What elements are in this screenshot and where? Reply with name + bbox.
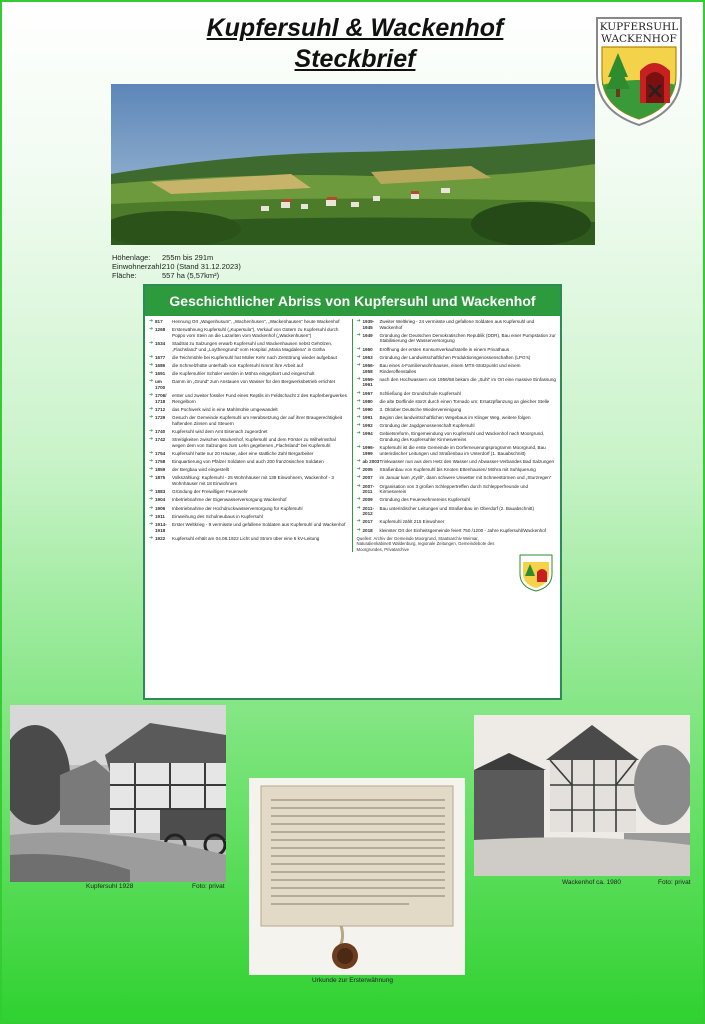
timeline-year: 1706/ 1718 — [155, 393, 167, 404]
timeline-text: Gründung des Feuerwehrvereins Kupfersuhl — [379, 497, 470, 503]
timeline-year: 1859 — [155, 467, 166, 473]
timeline-text: nach den Hochwassern von 1956/58 bekam die „Suhl“ im Ort eine massive Einfassung — [379, 376, 556, 382]
timeline-year: 2018 — [362, 527, 373, 533]
timeline-year: 2007 — [362, 475, 373, 481]
timeline-year: 1712 — [155, 406, 166, 412]
arrow-icon: ➜ — [356, 526, 361, 533]
fact-label: Höhenlage: — [112, 253, 151, 262]
wackenhof-caption: Wackenhof ca. 1980 — [562, 879, 622, 886]
arrow-icon: ➜ — [356, 422, 361, 429]
timeline-text: Stadtrat zu Salzungen erwarb Kupfersuhl und Wackenhausen nebst Gehölzen, „Flachsland“ und „Loythengrund“ vom Hospital „Maria Magdalena“ in Gotha — [172, 340, 333, 352]
timeline-text: Beginn des landwirtschaftlichen Wegebaus im Klinger Weg, weitere folgen — [379, 415, 531, 421]
timeline-year: um 1700 — [155, 379, 166, 390]
timeline-text: die alte Dorflinde stürzt durch einen Tornado um; Ersatzpflanzung an gleicher Stelle — [379, 398, 550, 404]
timeline-year: 1758 — [155, 459, 166, 464]
fact-value: 255m bis 291m — [162, 253, 214, 262]
timeline-year: 817 — [155, 319, 163, 324]
timeline-text: Einquartierung von Pfälzer Soldaten und auch 200 französischen Soldaten — [172, 459, 324, 464]
timeline-text: Erster Weltkrieg - 9 vermisste und gefallene Soldaten aus Kupfersuhl und Wackenhof — [172, 521, 346, 527]
timeline-text: Zweiter Weltkrieg - 24 vermisste und gefallene Soldaten aus Kupfersuhl und Wackenhof — [379, 319, 535, 330]
timeline-year: 1742 — [155, 437, 166, 443]
timeline-year: 2009 — [362, 497, 373, 503]
timeline-text: Bau eines 4-Familienwohnhauses, einem MTS-Stützpunkt und einem Rinderoffenstalles — [379, 362, 521, 374]
urkunde-photo — [249, 778, 465, 975]
timeline-text: kleinster Ort der Einheitsgemeinde feiert 750 /1200 - Jahre Kupfersuhl/Wackenhof — [379, 527, 547, 533]
timeline-entry — [149, 341, 349, 352]
timeline-entry — [149, 536, 349, 542]
timeline-text: die Teichmühle bei Kupfersuhl hat Müller Kehr nach Zerstörung wieder aufgebaut — [172, 354, 337, 360]
timeline-text: Straßenbau von Kupfersuhl bis Knoten Ettenhausen/ Möhra mit Suhlquerung — [379, 467, 536, 473]
timeline-entry — [149, 429, 349, 435]
kupfersuhl-credit: Foto: privat — [192, 883, 225, 890]
timeline-text: der Bergbau wird eingestellt — [172, 467, 229, 473]
timeline-entry — [149, 514, 349, 520]
timeline-text: Einweihung des Schulneubaus in Kupfersuhl — [172, 513, 263, 519]
timeline-year: 1950 — [362, 346, 373, 352]
timeline-text: Bau unterirdischer Leitungen und Straßenbau im Oberdorf (2. Bauabschnitt) — [379, 505, 534, 511]
timeline-year: 1956- 1958 — [362, 362, 375, 374]
crest-line1: KUPFERSUHL — [599, 21, 679, 33]
timeline-text: Ersterwähnung Kupfersuhl („Kupersula“), Verkauf von Gütern zu Kupfersuhl durch Poppo vom Stein an die Lazariten vom Wackenhof („Wackenhusen“) — [172, 327, 339, 338]
timeline-year: 1939- 1945 — [362, 319, 375, 330]
arrow-icon: ➜ — [356, 458, 361, 464]
arrow-icon: ➜ — [149, 449, 154, 456]
timeline-entry — [357, 347, 557, 353]
arrow-icon: ➜ — [356, 482, 361, 489]
history-column-left — [149, 319, 353, 552]
arrow-icon: ➜ — [149, 427, 154, 434]
timeline-entry — [357, 497, 557, 503]
arrow-icon: ➜ — [149, 534, 154, 541]
arrow-icon: ➜ — [149, 520, 154, 527]
timeline-text: erster und zweiter fossiler Fund eines Reptils im Feldschacht 2 des Kupferbergwerkes Rengelborn — [172, 393, 347, 404]
timeline-year: 1996- 1999 — [362, 445, 375, 456]
timeline-entry — [357, 407, 557, 413]
arrow-icon: ➜ — [356, 345, 361, 352]
arrow-icon: ➜ — [149, 512, 154, 519]
wackenhof-credit: Foto: privat — [658, 879, 691, 886]
arrow-icon: ➜ — [149, 436, 154, 443]
wackenhof-1980-photo — [474, 715, 690, 876]
timeline-year: 1911 — [155, 513, 165, 519]
arrow-icon: ➜ — [356, 496, 361, 503]
timeline-year: 1959- 1961 — [362, 376, 375, 388]
arrow-icon: ➜ — [356, 405, 361, 412]
arrow-icon: ➜ — [356, 353, 361, 360]
timeline-entry — [357, 423, 557, 429]
timeline-entry — [149, 437, 349, 448]
arrow-icon: ➜ — [356, 474, 361, 481]
arrow-icon: ➜ — [356, 397, 361, 404]
timeline-entry — [357, 459, 557, 465]
fact-row — [112, 271, 241, 280]
timeline-entry — [357, 319, 557, 330]
timeline-entry — [149, 489, 349, 495]
timeline-entry — [357, 363, 557, 374]
timeline-entry — [149, 459, 349, 465]
timeline-year: 1904 — [155, 497, 166, 503]
timeline-year: 1883 — [155, 489, 166, 495]
arrow-icon: ➜ — [149, 353, 154, 360]
timeline-year: 1268 — [155, 327, 166, 333]
timeline-year: 1754 — [155, 450, 166, 456]
timeline-entry — [149, 393, 349, 404]
landscape-photo — [111, 84, 595, 245]
timeline-year: 2011- 2012 — [362, 505, 374, 517]
fact-row — [112, 253, 241, 262]
timeline-text: die Schmelzhütte unterhalb von Kupfersuhl nimmt ihre Arbeit auf — [172, 362, 303, 368]
timeline-text: Streitigkeiten zwischen Wackenhof, Kupfersuhl und dem Förster zu Wilhelmsthal wegen dem von Salzungen zum Lehn gegebenen „Flachsland“ bei Kupfersuhl — [172, 437, 336, 448]
timeline-text: Gebietsreform, Eingemeindung von Kupfersuhl und Wackenhof nach Moorgrund, Gründung des Kupfersuhler Kirmesvereins — [379, 431, 545, 443]
timeline-text: das Pochwerk wird in eine Mahlmühle umgewandelt — [172, 406, 278, 412]
timeline-year: 1980 — [362, 398, 373, 404]
timeline-text: Gründung der Landwirtschaftlichen Produktionsgenossenschaften (LPG's) — [379, 354, 531, 360]
timeline-entry — [357, 415, 557, 421]
timeline-year: 1949 — [362, 332, 373, 338]
timeline-year: 1991 — [362, 415, 373, 421]
kupfersuhl-1928-photo — [10, 705, 226, 882]
timeline-text: Gründung der Freiwilligen Feuerwehr — [172, 489, 248, 495]
arrow-icon: ➜ — [149, 370, 154, 377]
arrow-icon: ➜ — [149, 392, 154, 399]
timeline-entry — [357, 445, 557, 456]
arrow-icon: ➜ — [356, 361, 361, 368]
timeline-entry — [149, 506, 349, 512]
timeline-entry — [149, 497, 349, 503]
timeline-text: im Januar kam „Kyrill“, dann schwere Unwetter mit Schneestürmen und „Sturzregen“ — [379, 475, 552, 481]
timeline-text: Damm im „Grund“ zum Anstauen von Wasser für den Bergwerksbetrieb errichtet — [172, 379, 335, 385]
arrow-icon: ➜ — [356, 430, 361, 437]
timeline-text: Kupfersuhl wird dem Amt Eisenach zugeordnet — [172, 428, 268, 434]
arrow-icon: ➜ — [356, 444, 361, 451]
timeline-entry — [357, 475, 557, 481]
fact-label: Fläche: — [112, 271, 137, 280]
urkunde-caption: Urkunde zur Ersterwähnung — [312, 977, 393, 984]
sources-note: Quellen: Archiv der Gemeinde Moorgrund, Staatsarchiv Weimar, Naturalienkabinett Waldenburg, regionale Zeitungen, Gemeindebote des Moorgrundes, Privatarchive — [356, 536, 495, 552]
fact-value: 557 ha (5,57km²) — [162, 271, 220, 280]
timeline-entry — [149, 415, 349, 426]
timeline-text: Schließung der Grundschule Kupfersuhl — [379, 390, 461, 396]
timeline-text: 3. Oktober Deutsche Wiedervereinigung — [379, 406, 462, 412]
timeline-year: 1534 — [155, 340, 166, 346]
page-subtitle: Steckbrief — [294, 45, 416, 73]
timeline-entry — [149, 355, 349, 361]
arrow-icon: ➜ — [356, 318, 361, 324]
timeline-entry — [149, 522, 349, 533]
timeline-year: 1992 — [362, 423, 373, 429]
timeline-entry — [357, 484, 557, 495]
timeline-year: 1922 — [155, 535, 166, 541]
timeline-entry — [149, 319, 349, 325]
crest-line2: WACKENHOF — [601, 33, 677, 45]
timeline-text: Eröffnung der ersten Konsumverkaufsstelle in einem Privathaus — [379, 346, 510, 352]
timeline-year: 1677 — [155, 354, 166, 360]
timeline-text: Inbetriebnahme der Eigenwasserversorgung Wackenhof — [172, 497, 287, 503]
timeline-entry — [357, 506, 557, 517]
timeline-year: 1953 — [362, 354, 373, 360]
timeline-text: Organisation von 3 großen Schleppertreffen durch Schlepperfreunde und Kirmesverein — [379, 483, 529, 495]
timeline-entry — [149, 451, 349, 457]
arrow-icon: ➜ — [149, 466, 154, 473]
arrow-icon: ➜ — [149, 361, 154, 368]
arrow-icon: ➜ — [149, 339, 154, 346]
timeline-entry — [357, 355, 557, 361]
timeline-year: 2017 — [362, 519, 373, 525]
history-panel — [143, 284, 562, 700]
timeline-year: 1729 — [155, 415, 166, 421]
kupfersuhl-caption: Kupfersuhl 1928 — [86, 883, 134, 890]
arrow-icon: ➜ — [149, 458, 154, 464]
arrow-icon: ➜ — [356, 331, 361, 338]
small-crest-icon — [519, 554, 553, 592]
timeline-entry — [149, 327, 349, 338]
timeline-text: Gründung der Jagdgenossenschaft Kupfersuhl — [379, 423, 475, 429]
arrow-icon: ➜ — [149, 326, 154, 333]
timeline-entry — [357, 519, 557, 525]
timeline-text: Volkszählung: Kupfersuhl - 25 Wohnhäuser mit 139 Einwohnern, Wackenhof - 3 Wohnhäuser mit 18 Einwohnern — [172, 475, 334, 486]
timeline-entry — [149, 363, 349, 369]
arrow-icon: ➜ — [356, 504, 361, 511]
arrow-icon: ➜ — [356, 389, 361, 396]
timeline-text: Gründung der Deutschen Demokratischen Republik (DDR), Bau einer Pumpstation zur Stabilisierung der Wasserversorgung — [379, 332, 556, 344]
timeline-text: die Kupfersuhler Schüler werden in Möhra eingepfarrt und eingeschult — [172, 371, 315, 377]
fact-row — [112, 262, 241, 271]
timeline-text: Trinkwasser nun aus dem Hetz des Wasser und Abwasser-Verbandes Bad Salzungen — [379, 459, 555, 464]
timeline-year: 1994 — [362, 431, 373, 437]
timeline-year: 1967 — [362, 390, 373, 396]
arrow-icon: ➜ — [356, 466, 361, 473]
arrow-icon: ➜ — [149, 378, 154, 385]
arrow-icon: ➜ — [149, 474, 154, 481]
arrow-icon: ➜ — [356, 414, 361, 421]
timeline-year: 1740 — [155, 428, 166, 434]
timeline-entry — [357, 377, 557, 388]
arrow-icon: ➜ — [149, 488, 154, 495]
timeline-text: Kupfersuhl ist die erste Gemeinde im Dorferneuerungsprogramm Moorgrund, Bau unterirdischer Leitungen und Straßenbau im Unterdorf (1. Bauabschnitt) — [379, 445, 546, 456]
timeline-entry — [357, 391, 557, 397]
timeline-text: Inbetriebnahme der Hochdruckwasserversorgung für Kupfersuhl — [172, 505, 303, 511]
timeline-text: Kupfersuhl hatte nur 20 Häuser, aber eine stattliche Zahl Bergarbeiter — [172, 450, 314, 456]
timeline-year: 2005 — [362, 467, 373, 473]
arrow-icon: ➜ — [149, 414, 154, 421]
timeline-entry — [357, 399, 557, 405]
timeline-entry — [357, 431, 557, 442]
coat-of-arms-icon — [594, 15, 684, 127]
timeline-text: Hennung Ort „Wagenhusum“, „Wachenhusen“, „Wackenhausen“ heute Wackenhof — [172, 319, 340, 324]
timeline-entry — [149, 379, 349, 390]
history-heading: Geschichtlicher Abriss von Kupfersuhl und Wackenhof — [145, 286, 560, 316]
timeline-text: Kupfersuhl erhält am 04.08.1922 Licht und Strom über eine 6 kV-Leitung — [172, 535, 320, 541]
timeline-entry — [149, 407, 349, 413]
arrow-icon: ➜ — [149, 496, 154, 503]
fact-label: Einwohnerzahl: — [112, 262, 164, 271]
timeline-entry — [357, 333, 557, 344]
arrow-icon: ➜ — [356, 375, 361, 382]
timeline-year: 2007- 2011 — [362, 483, 375, 495]
timeline-year: 1875 — [155, 475, 166, 481]
history-column-right — [353, 319, 557, 552]
timeline-year: 1990 — [362, 406, 373, 412]
timeline-year: 1906 — [155, 505, 166, 511]
timeline-entry — [149, 467, 349, 473]
timeline-entry — [149, 475, 349, 486]
arrow-icon: ➜ — [149, 318, 154, 324]
arrow-icon: ➜ — [356, 518, 361, 525]
timeline-year: ab 2003 — [362, 459, 380, 464]
timeline-entry — [149, 371, 349, 377]
facts-block — [112, 253, 241, 280]
timeline-entry — [357, 528, 557, 534]
timeline-year: 1914- 1918 — [155, 521, 167, 533]
timeline-year: 1686 — [155, 362, 166, 368]
timeline-text: Kupfersuhl zählt 215 Einwohner — [379, 519, 445, 525]
arrow-icon: ➜ — [149, 405, 154, 412]
timeline-text: Gesuch der Gemeinde Kupfersuhl um Herabsetzung der auf ihrer Braugerechtigkeit haftenden Zinsen und Steuern — [172, 415, 343, 426]
arrow-icon: ➜ — [149, 504, 154, 511]
fact-value: 210 (Stand 31.12.2023) — [162, 262, 241, 271]
timeline-entry — [357, 467, 557, 473]
timeline-year: 1691 — [155, 371, 166, 377]
page-title: Kupfersuhl & Wackenhof — [206, 14, 504, 42]
